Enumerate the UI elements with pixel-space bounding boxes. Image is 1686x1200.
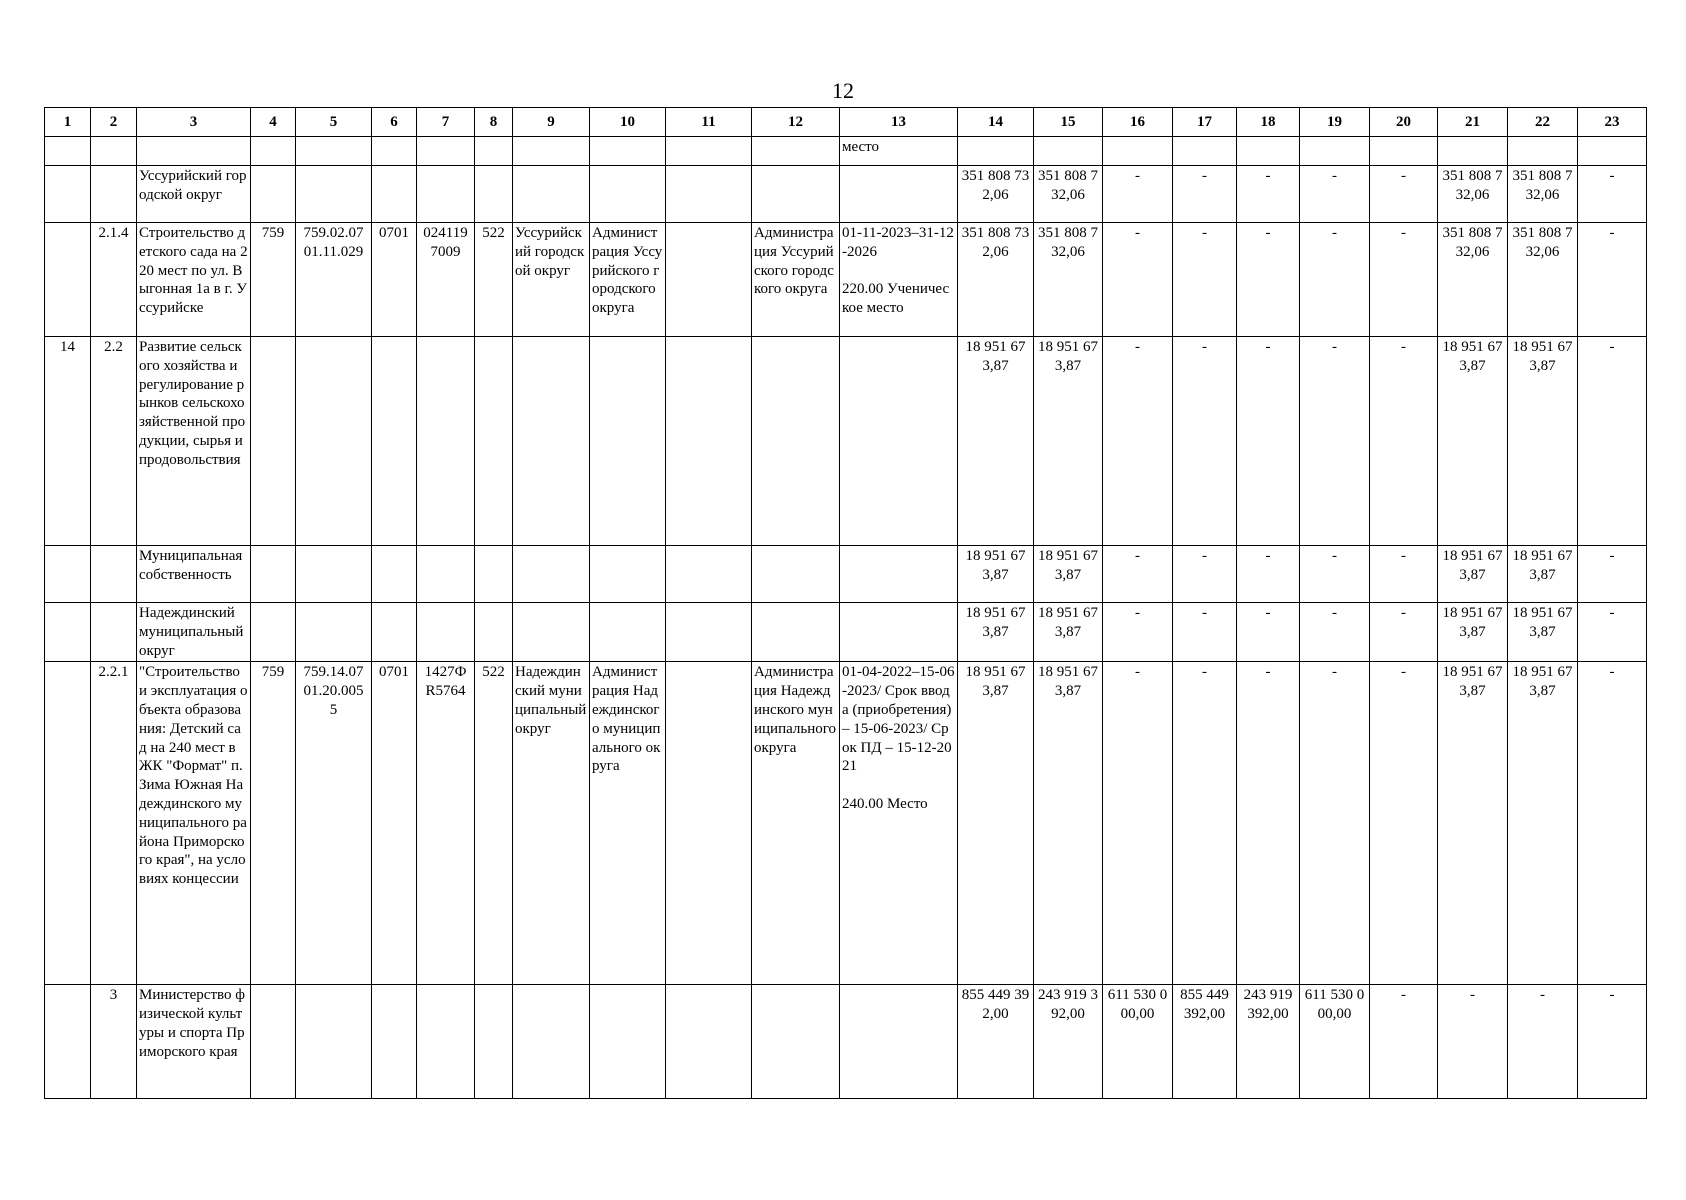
table-cell: 18 951 673,87	[958, 337, 1034, 546]
table-cell: 01-11-2023–31-12-2026 220.00 Ученическое место	[840, 223, 958, 337]
table-cell	[91, 137, 137, 166]
table-cell: 18 951 673,87	[1508, 662, 1578, 985]
table-cell: 18 951 673,87	[1034, 337, 1103, 546]
table-cell: Надеждинский муниципальный округ	[513, 662, 590, 985]
column-header: 10	[590, 108, 666, 137]
table-row	[45, 546, 1647, 603]
table-cell: 18 951 673,87	[1438, 337, 1508, 546]
table-cell	[137, 137, 251, 166]
table-cell: 18 951 673,87	[1438, 603, 1508, 662]
table-cell	[45, 603, 91, 662]
table-cell	[590, 166, 666, 223]
table-cell	[666, 662, 752, 985]
table-cell: -	[1173, 337, 1237, 546]
table-cell: 18 951 673,87	[1034, 662, 1103, 985]
table-cell: Строительство детского сада на 220 мест по ул. Выгонная 1а в г. Уссурийске	[137, 223, 251, 337]
column-header: 7	[417, 108, 475, 137]
table-cell: 522	[475, 223, 513, 337]
table-cell	[372, 546, 417, 603]
table-cell: 3	[91, 985, 137, 1099]
table-cell: -	[1103, 166, 1173, 223]
table-cell	[513, 137, 590, 166]
table-cell	[666, 137, 752, 166]
table-cell: -	[1578, 662, 1647, 985]
table-cell: 024119 7009	[417, 223, 475, 337]
table-cell: 243 919 392,00	[1034, 985, 1103, 1099]
table-cell: 18 951 673,87	[1438, 546, 1508, 603]
table-cell	[296, 546, 372, 603]
table-cell: -	[1578, 223, 1647, 337]
table-cell: 1427Ф R5764	[417, 662, 475, 985]
table-cell: -	[1370, 985, 1438, 1099]
table-cell	[417, 603, 475, 662]
table-cell: 18 951 673,87	[1034, 603, 1103, 662]
table-cell	[251, 137, 296, 166]
table-cell	[372, 337, 417, 546]
column-header: 23	[1578, 108, 1647, 137]
table-cell	[45, 166, 91, 223]
table-cell	[91, 603, 137, 662]
table-cell: 14	[45, 337, 91, 546]
column-header: 14	[958, 108, 1034, 137]
table-cell	[296, 337, 372, 546]
table-cell	[590, 337, 666, 546]
table-cell: -	[1578, 166, 1647, 223]
table-cell	[475, 166, 513, 223]
table-cell	[1300, 137, 1370, 166]
table-cell: -	[1508, 985, 1578, 1099]
table-cell	[840, 546, 958, 603]
table-cell: "Строительство и эксплуатация объекта образования: Детский сад на 240 мест в ЖК "Формат" п. Зима Южная Надеждинского муниципального района Приморского края", на условиях концессии	[137, 662, 251, 985]
table-cell	[513, 985, 590, 1099]
column-header: 6	[372, 108, 417, 137]
table-row	[45, 223, 1647, 337]
table-cell: 0701	[372, 662, 417, 985]
table-cell	[840, 337, 958, 546]
column-header: 16	[1103, 108, 1173, 137]
table-cell	[251, 985, 296, 1099]
table-cell: 18 951 673,87	[958, 603, 1034, 662]
table-cell	[752, 603, 840, 662]
table-cell	[666, 166, 752, 223]
table-row	[45, 603, 1647, 662]
table-cell	[475, 603, 513, 662]
column-header: 18	[1237, 108, 1300, 137]
table-cell: -	[1370, 662, 1438, 985]
column-header: 11	[666, 108, 752, 137]
column-header: 21	[1438, 108, 1508, 137]
table-cell	[417, 337, 475, 546]
table-cell: -	[1237, 662, 1300, 985]
table-cell: 2.2	[91, 337, 137, 546]
table-cell: Надеждинский муниципальный округ	[137, 603, 251, 662]
column-header: 17	[1173, 108, 1237, 137]
table-cell: -	[1370, 546, 1438, 603]
table-cell: -	[1103, 546, 1173, 603]
table-cell: -	[1173, 166, 1237, 223]
table-cell: -	[1300, 223, 1370, 337]
table-cell	[752, 546, 840, 603]
table-cell: -	[1578, 546, 1647, 603]
table-cell	[840, 166, 958, 223]
table-cell	[590, 603, 666, 662]
table-cell: 351 808 732,06	[958, 166, 1034, 223]
column-header: 2	[91, 108, 137, 137]
table-cell: -	[1370, 223, 1438, 337]
table-cell: -	[1300, 166, 1370, 223]
table-cell	[91, 546, 137, 603]
table-cell	[1508, 137, 1578, 166]
table-cell: -	[1237, 337, 1300, 546]
page-number: 12	[832, 78, 854, 103]
budget-table	[44, 107, 1647, 1099]
table-cell	[372, 137, 417, 166]
table-cell: Развитие сельского хозяйства и регулирование рынков сельскохозяйственной продукции, сырья и продовольствия	[137, 337, 251, 546]
table-row	[45, 166, 1647, 223]
table-cell: 855 449 392,00	[1173, 985, 1237, 1099]
table-cell: 18 951 673,87	[1034, 546, 1103, 603]
table-cell: -	[1370, 166, 1438, 223]
table-cell	[590, 137, 666, 166]
table-cell	[513, 546, 590, 603]
table-cell	[1103, 137, 1173, 166]
table-cell	[475, 137, 513, 166]
table-cell	[840, 985, 958, 1099]
column-header: 3	[137, 108, 251, 137]
column-header: 19	[1300, 108, 1370, 137]
table-cell	[752, 137, 840, 166]
table-cell	[666, 603, 752, 662]
table-cell	[666, 337, 752, 546]
column-header: 8	[475, 108, 513, 137]
table-cell	[296, 166, 372, 223]
table-row	[45, 662, 1647, 985]
table-cell	[296, 603, 372, 662]
column-header: 12	[752, 108, 840, 137]
table-cell: Уссурийский городской округ	[513, 223, 590, 337]
table-cell	[513, 337, 590, 546]
table-cell	[513, 603, 590, 662]
table-cell	[372, 603, 417, 662]
table-cell: 18 951 673,87	[958, 662, 1034, 985]
table-cell: -	[1237, 546, 1300, 603]
table-cell	[752, 166, 840, 223]
table-cell: 855 449 392,00	[958, 985, 1034, 1099]
table-cell: -	[1173, 546, 1237, 603]
table-cell: 2.2.1	[91, 662, 137, 985]
table-cell: 351 808 732,06	[1034, 166, 1103, 223]
table-cell	[1578, 137, 1647, 166]
table-cell: -	[1578, 337, 1647, 546]
table-cell	[251, 337, 296, 546]
table-cell: -	[1578, 603, 1647, 662]
table-cell: 18 951 673,87	[1438, 662, 1508, 985]
table-cell: 18 951 673,87	[958, 546, 1034, 603]
table-cell: Администрация Надеждинского муниципального округа	[752, 662, 840, 985]
table-cell: -	[1173, 662, 1237, 985]
table-cell: -	[1237, 223, 1300, 337]
table-cell: 351 808 732,06	[1034, 223, 1103, 337]
table-cell: 351 808 732,06	[1508, 166, 1578, 223]
table-cell	[45, 223, 91, 337]
table-cell: 2.1.4	[91, 223, 137, 337]
table-cell	[45, 137, 91, 166]
table-cell: -	[1438, 985, 1508, 1099]
table-cell: 611 530 000,00	[1103, 985, 1173, 1099]
column-header: 15	[1034, 108, 1103, 137]
table-cell: -	[1237, 166, 1300, 223]
table-cell: Администрация Уссурийского городского округа	[752, 223, 840, 337]
table-cell: -	[1103, 662, 1173, 985]
table-cell: -	[1237, 603, 1300, 662]
table-cell: 759	[251, 223, 296, 337]
table-row	[45, 137, 1647, 166]
table-row	[45, 985, 1647, 1099]
table-cell	[296, 137, 372, 166]
table-cell: -	[1300, 337, 1370, 546]
table-body	[45, 108, 1647, 1099]
table-cell	[1237, 137, 1300, 166]
table-cell	[1034, 137, 1103, 166]
table-cell	[666, 223, 752, 337]
table-cell: Уссурийский городской округ	[137, 166, 251, 223]
table-cell: 18 951 673,87	[1508, 603, 1578, 662]
table-cell	[752, 985, 840, 1099]
table-cell	[45, 662, 91, 985]
table-cell	[666, 985, 752, 1099]
table-cell	[251, 603, 296, 662]
table-cell	[91, 166, 137, 223]
table-cell	[1370, 137, 1438, 166]
table-cell	[45, 546, 91, 603]
table-cell	[1173, 137, 1237, 166]
table-cell	[590, 546, 666, 603]
table-cell	[590, 985, 666, 1099]
table-cell	[417, 166, 475, 223]
table-row	[45, 337, 1647, 546]
table-cell	[417, 546, 475, 603]
table-cell: 759.14.07 01.20.005 5	[296, 662, 372, 985]
table-cell: Муниципальная собственность	[137, 546, 251, 603]
table-cell	[372, 985, 417, 1099]
table-cell	[45, 985, 91, 1099]
table-cell: 0701	[372, 223, 417, 337]
table-cell: -	[1300, 603, 1370, 662]
column-header: 1	[45, 108, 91, 137]
table-cell: -	[1103, 603, 1173, 662]
table-cell	[475, 985, 513, 1099]
table-cell: -	[1370, 603, 1438, 662]
table-cell: Министерство физической культуры и спорта Приморского края	[137, 985, 251, 1099]
column-header: 22	[1508, 108, 1578, 137]
table-cell	[475, 546, 513, 603]
table-cell: 01-04-2022–15-06-2023/ Срок ввода (приобретения) – 15-06-2023/ Срок ПД – 15-12-2021 240.00 Место	[840, 662, 958, 985]
table-cell: -	[1370, 337, 1438, 546]
table-cell: 18 951 673,87	[1508, 337, 1578, 546]
table-cell	[840, 603, 958, 662]
column-header: 13	[840, 108, 958, 137]
table-cell	[372, 166, 417, 223]
table-cell: Администрация Надеждинского муниципального округа	[590, 662, 666, 985]
table-cell	[251, 166, 296, 223]
column-header: 9	[513, 108, 590, 137]
table-cell: 351 808 732,06	[1508, 223, 1578, 337]
table-cell	[417, 985, 475, 1099]
table-cell	[251, 546, 296, 603]
table-cell	[752, 337, 840, 546]
table-cell: Администрация Уссурийского городского округа	[590, 223, 666, 337]
table-cell	[417, 137, 475, 166]
table-cell: место	[840, 137, 958, 166]
table-cell: 522	[475, 662, 513, 985]
table-cell: -	[1173, 223, 1237, 337]
table-cell	[513, 166, 590, 223]
column-header: 4	[251, 108, 296, 137]
column-header: 20	[1370, 108, 1438, 137]
table-cell: -	[1300, 662, 1370, 985]
table-cell: -	[1103, 223, 1173, 337]
table-cell: 243 919 392,00	[1237, 985, 1300, 1099]
table-cell: 351 808 732,06	[1438, 166, 1508, 223]
table-cell: 759.02.07 01.11.029	[296, 223, 372, 337]
table-cell: -	[1173, 603, 1237, 662]
table-cell	[1438, 137, 1508, 166]
table-cell: 351 808 732,06	[1438, 223, 1508, 337]
header-row	[45, 108, 1647, 137]
table-cell	[296, 985, 372, 1099]
table-cell: 351 808 732,06	[958, 223, 1034, 337]
table-cell: 611 530 000,00	[1300, 985, 1370, 1099]
table-cell: -	[1578, 985, 1647, 1099]
table-cell	[958, 137, 1034, 166]
table-cell	[475, 337, 513, 546]
table-cell: -	[1300, 546, 1370, 603]
table-cell	[666, 546, 752, 603]
table-cell: 18 951 673,87	[1508, 546, 1578, 603]
column-header: 5	[296, 108, 372, 137]
table-cell: 759	[251, 662, 296, 985]
table-cell: -	[1103, 337, 1173, 546]
